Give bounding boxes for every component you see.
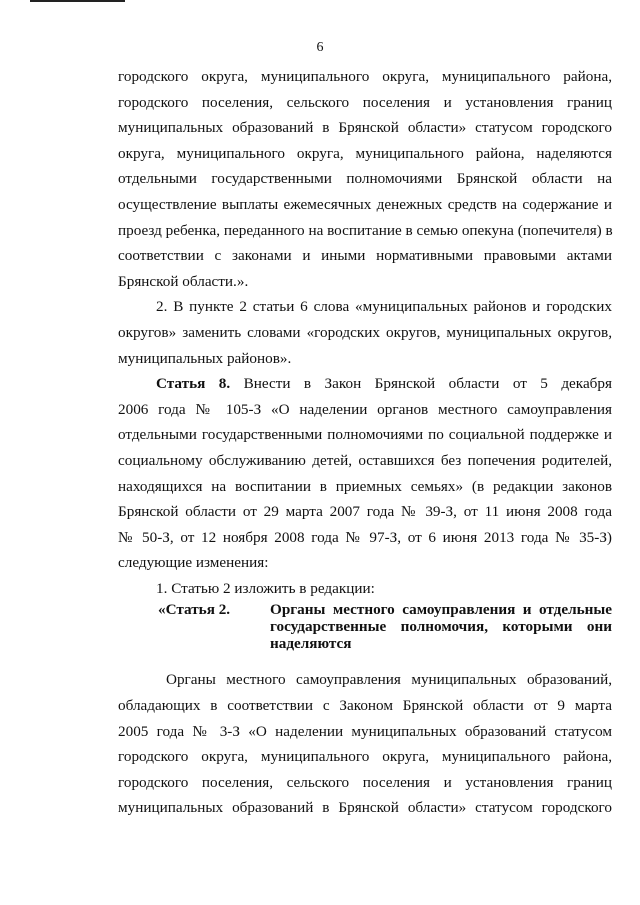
text-line: 2006 года № 105-З «О наделении органов местного самоуправления bbox=[118, 400, 612, 418]
paragraph-article-8 bbox=[118, 371, 612, 576]
text-line: Органы местного самоуправления муниципальных образований, bbox=[166, 671, 612, 689]
paragraph-continuation bbox=[118, 64, 612, 294]
text-line: городского поселения, сельского поселения и установления границ bbox=[118, 773, 612, 791]
spacer bbox=[118, 653, 612, 667]
text-line: округов» заменить словами «городских округов, муниципальных округов, bbox=[118, 323, 612, 341]
text-line: 2. В пункте 2 статьи 6 слова «муниципальных районов и городских bbox=[156, 298, 612, 316]
text-line: округа, муниципального округа, муниципального района, наделяются bbox=[118, 144, 612, 162]
text-line: городского округа, муниципального округа, муниципального района, bbox=[118, 68, 612, 85]
article-2-number: «Статья 2. bbox=[158, 601, 231, 619]
text-line: городского поселения, сельского поселения и установления границ bbox=[118, 93, 612, 111]
text-line: муниципальных образований в Брянской области» статусом городского bbox=[118, 119, 612, 137]
paragraph-item-2 bbox=[118, 294, 612, 371]
article-2-heading bbox=[118, 601, 612, 653]
text-line: соответствии с законами и иными нормативными правовыми актами bbox=[118, 247, 612, 265]
text-line: отдельными государственными полномочиями по социальной поддержке и bbox=[118, 426, 612, 444]
text-line: обладающих в соответствии с Законом Брянской области от 9 марта bbox=[118, 697, 612, 715]
article-8-lead-text: Внести в Закон Брянской области от 5 декабря bbox=[243, 375, 612, 393]
heading-line: наделяются bbox=[270, 635, 352, 653]
text-line: Брянской области от 29 марта 2007 года № 39-З, от 11 июня 2008 года bbox=[118, 503, 612, 521]
text-line: № 50-З, от 12 ноября 2008 года № 97-З, от 6 июня 2013 года № 35-З) bbox=[118, 528, 612, 546]
text-line: проезд ребенка, переданного на воспитание в семью опекуна (попечителя) в bbox=[118, 221, 613, 239]
article-2-title bbox=[270, 601, 612, 652]
article-8-lead-line bbox=[118, 371, 612, 397]
paragraph-article-2-body bbox=[118, 667, 612, 821]
article-8-label: Статья 8. bbox=[156, 375, 231, 393]
text-line: муниципальных районов». bbox=[118, 349, 292, 367]
text-line: следующие изменения: bbox=[118, 554, 269, 572]
text-line: городского округа, муниципального округа, муниципального района, bbox=[118, 748, 612, 766]
page-number: 6 bbox=[316, 40, 324, 55]
text-line: Брянской области.». bbox=[118, 272, 249, 290]
heading-line: Органы местного самоуправления и отдельные bbox=[270, 601, 612, 619]
text-line: находящихся на воспитании в приемных семьях» (в редакции законов bbox=[118, 477, 612, 495]
text-line: 2005 года № 3-З «О наделении муниципальных образований статусом bbox=[118, 722, 612, 740]
text-line: социальному обслуживанию детей, оставшихся без попечения родителей, bbox=[118, 451, 612, 469]
item-1-line: 1. Статью 2 изложить в редакции: bbox=[156, 579, 375, 597]
heading-line: государственные полномочия, которыми они bbox=[270, 618, 612, 636]
text-line: осуществление выплаты ежемесячных денежных средств на содержание и bbox=[118, 195, 612, 213]
document-body bbox=[118, 64, 612, 821]
text-line: муниципальных образований в Брянской области» статусом городского bbox=[118, 799, 612, 817]
text-line: отдельными государственными полномочиями Брянской области на bbox=[118, 170, 612, 188]
top-rule bbox=[30, 0, 125, 2]
